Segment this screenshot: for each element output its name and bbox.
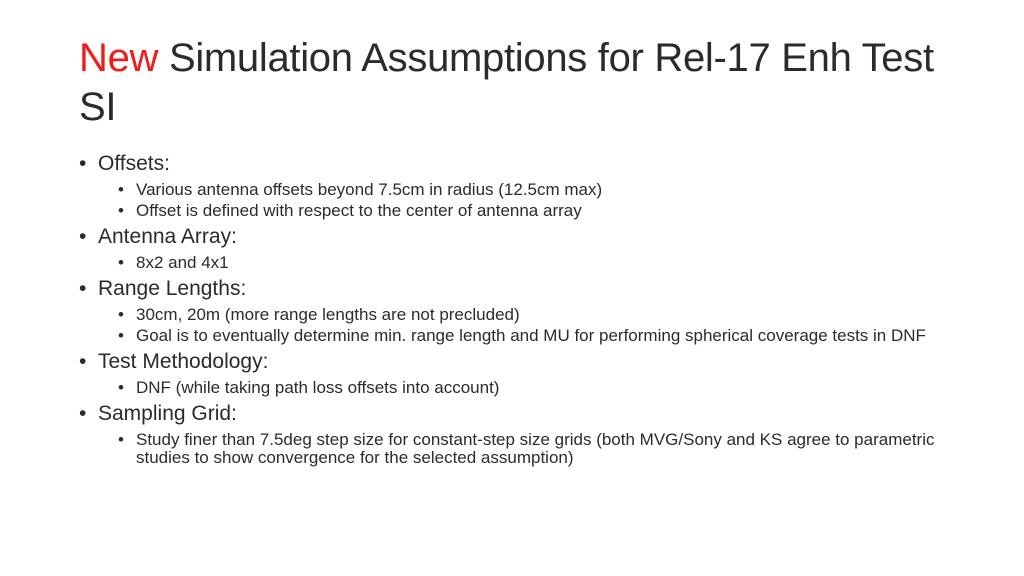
slide-title <box>79 34 979 132</box>
bullet-offsets <box>79 150 969 178</box>
title-text: Simulation Assumptions for Rel-17 Enh Test SI <box>79 36 934 129</box>
sub-bullet: • Various antenna offsets beyond 7.5cm in radius (12.5cm max) <box>79 181 969 199</box>
bullet-label: Test Methodology: <box>98 350 269 373</box>
bullet-range-lengths <box>79 275 969 303</box>
bullet-sampling-grid <box>79 400 969 428</box>
sub-list-test-methodology <box>79 379 969 397</box>
sub-bullet: • 30cm, 20m (more range lengths are not precluded) <box>79 306 969 324</box>
sub-bullet: • Offset is defined with respect to the center of antenna array <box>79 202 969 220</box>
bullet-label: Antenna Array: <box>98 225 237 248</box>
sub-list-sampling-grid <box>79 431 969 467</box>
title-accent-word: New <box>79 36 159 80</box>
sub-list-offsets <box>79 181 969 220</box>
bullet-antenna-array <box>79 223 969 251</box>
bullet-label: Sampling Grid: <box>98 402 237 425</box>
sub-list-range-lengths <box>79 306 969 345</box>
sub-list-antenna-array <box>79 254 969 272</box>
bullet-list <box>79 150 969 470</box>
bullet-test-methodology <box>79 348 969 376</box>
bullet-label: Range Lengths: <box>98 277 247 300</box>
sub-bullet: • Goal is to eventually determine min. range length and MU for performing spherical coverage tests in DNF <box>79 327 969 345</box>
sub-bullet: • 8x2 and 4x1 <box>79 254 969 272</box>
bullet-label: Offsets: <box>98 152 170 175</box>
sub-bullet: • Study finer than 7.5deg step size for constant-step size grids (both MVG/Sony and KS agree to parametric studies to show convergence for the selected assumption) <box>79 431 969 467</box>
sub-bullet: • DNF (while taking path loss offsets into account) <box>79 379 969 397</box>
